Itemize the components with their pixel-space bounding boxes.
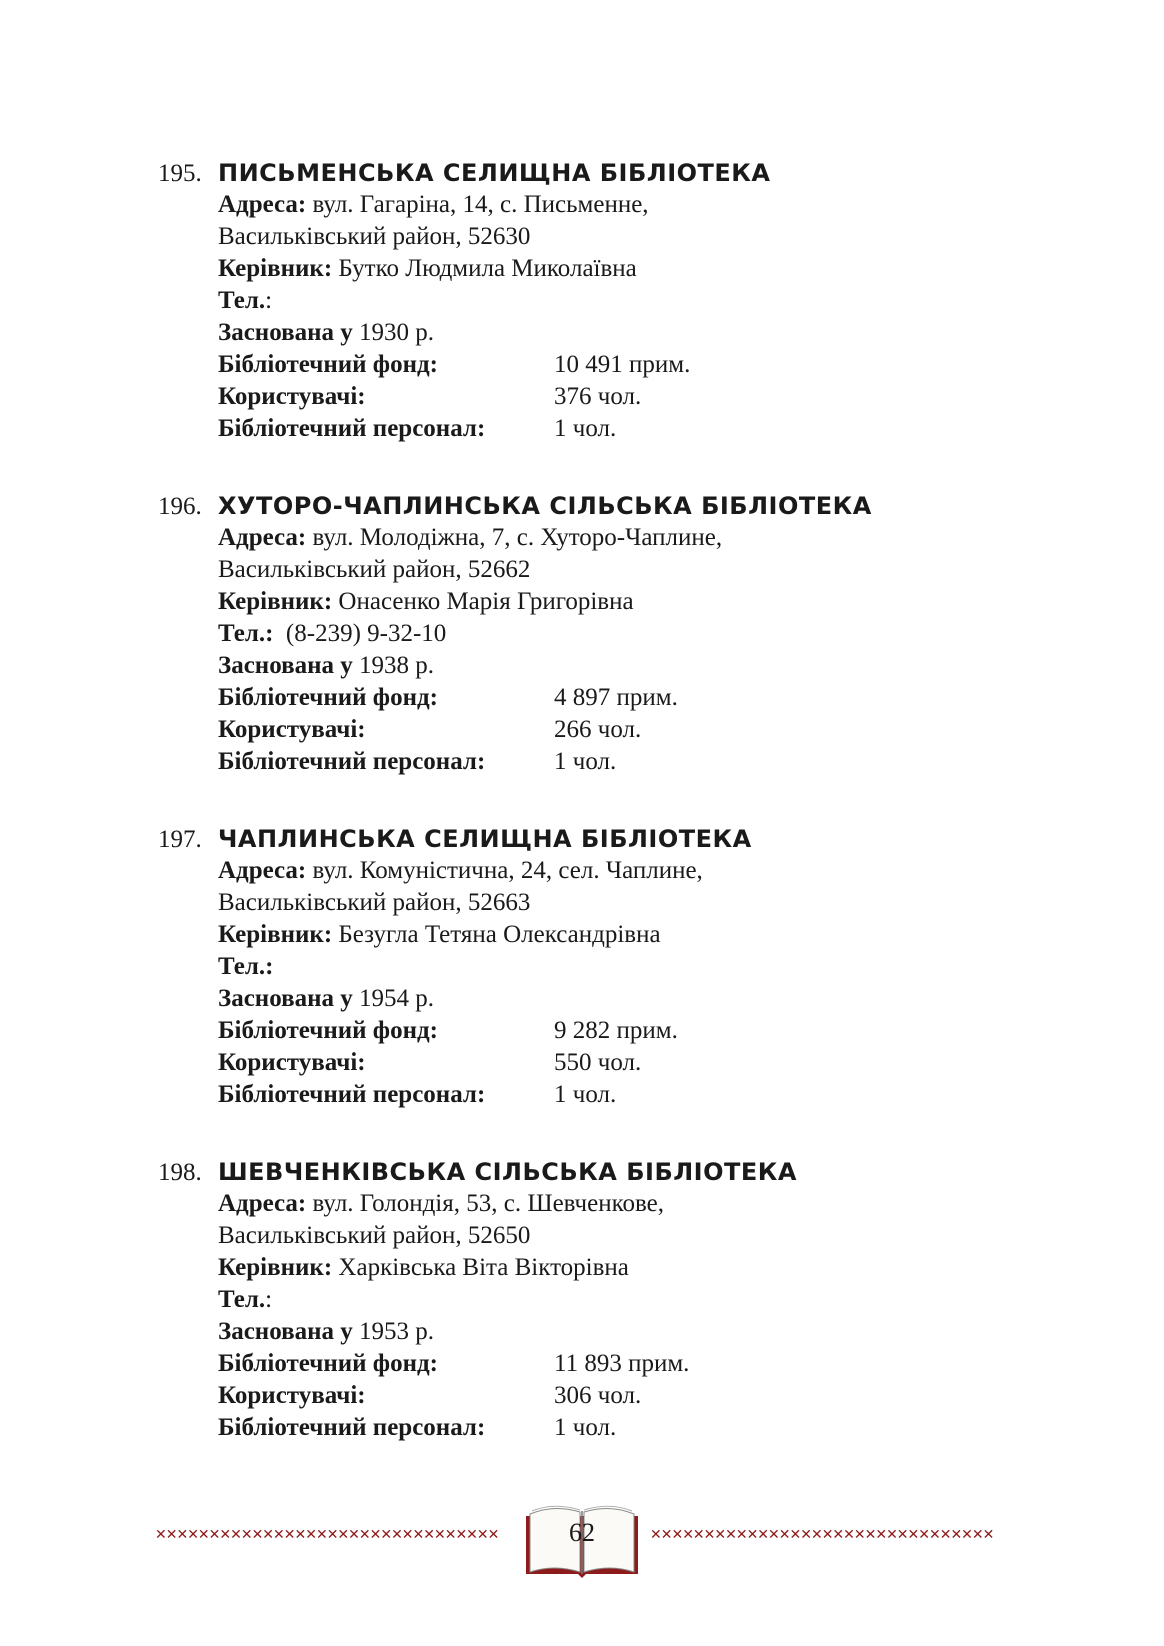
address-value: вул. Голондія, 53, с. Шевченкове, (312, 1190, 664, 1217)
users-label: Користувачі: (218, 716, 366, 743)
users-label: Користувачі: (218, 383, 366, 410)
cross-stitch-border-icon: ✕✕✕✕✕✕✕✕✕✕✕✕✕✕✕✕✕✕✕✕✕✕✕✕✕✕✕✕✕✕✕✕ (155, 1528, 499, 1542)
head-label: Керівник: (218, 921, 333, 948)
address-line (218, 1188, 1058, 1220)
head-label: Керівник: (218, 255, 333, 282)
address-line-2: Васильківський район, 52650 (218, 1222, 531, 1249)
fund-line (218, 1348, 1058, 1380)
address-value: вул. Молодіжна, 7, с. Хуторо-Чаплине, (312, 524, 723, 551)
address-line-2: Васильківський район, 52663 (218, 889, 531, 916)
fund-label: Бібліотечний фонд: (218, 684, 438, 711)
founded-label: Заснована у (218, 985, 353, 1012)
founded-label: Заснована у (218, 652, 353, 679)
users-label: Користувачі: (218, 1382, 366, 1409)
users-value: 306 чол. (554, 1382, 642, 1409)
users-line (218, 714, 1058, 746)
founded-line (218, 650, 1058, 682)
page-number: 62 (569, 1518, 595, 1547)
library-entry (158, 1156, 1058, 1444)
head-label: Керівник: (218, 1254, 333, 1281)
library-name: ПИСЬМЕНСЬКА СЕЛИЩНА БІБЛІОТЕКА (218, 159, 771, 187)
head-value: Онасенко Марія Григорівна (338, 588, 634, 615)
staff-line (218, 1079, 1058, 1111)
founded-value: 1953 р. (358, 1318, 434, 1345)
phone-line (218, 951, 1058, 983)
staff-label: Бібліотечний персонал: (218, 1414, 486, 1441)
users-line (218, 381, 1058, 413)
library-name: ШЕВЧЕНКІВСЬКА СІЛЬСЬКА БІБЛІОТЕКА (218, 1158, 797, 1186)
entry-title (158, 490, 1058, 522)
library-entry (158, 490, 1058, 778)
staff-line (218, 413, 1058, 445)
staff-value: 1 чол. (554, 415, 617, 442)
library-entry (158, 823, 1058, 1111)
fund-value: 4 897 прим. (554, 684, 678, 711)
fund-value: 10 491 прим. (554, 351, 691, 378)
users-value: 550 чол. (554, 1049, 642, 1076)
phone-value: : (265, 287, 273, 314)
head-value: Харківська Віта Вікторівна (338, 1254, 629, 1281)
fund-value: 11 893 прим. (554, 1350, 690, 1377)
users-value: 266 чол. (554, 716, 642, 743)
founded-value: 1930 р. (358, 319, 434, 346)
staff-line (218, 1412, 1058, 1444)
address-label: Адреса: (218, 524, 307, 551)
founded-line (218, 983, 1058, 1015)
entry-title (158, 1156, 1058, 1188)
fund-line (218, 1015, 1058, 1047)
staff-line (218, 746, 1058, 778)
address-line (218, 522, 1058, 554)
founded-label: Заснована у (218, 319, 353, 346)
head-line (218, 1252, 1058, 1284)
head-line (218, 919, 1058, 951)
address-value: вул. Комуністична, 24, сел. Чаплине, (312, 857, 703, 884)
fund-line (218, 682, 1058, 714)
users-value: 376 чол. (554, 383, 642, 410)
users-line (218, 1380, 1058, 1412)
entry-number: 198. (158, 1159, 202, 1186)
address-line (218, 189, 1058, 221)
fund-label: Бібліотечний фонд: (218, 1350, 438, 1377)
library-name: ЧАПЛИНСЬКА СЕЛИЩНА БІБЛІОТЕКА (218, 825, 752, 853)
users-label: Користувачі: (218, 1049, 366, 1076)
phone-label: Тел.: (218, 620, 274, 647)
entry-title (158, 823, 1058, 855)
cross-stitch-border-icon: ✕✕✕✕✕✕✕✕✕✕✕✕✕✕✕✕✕✕✕✕✕✕✕✕✕✕✕✕✕✕✕✕ (650, 1528, 994, 1542)
address-label: Адреса: (218, 1190, 307, 1217)
address-label: Адреса: (218, 191, 307, 218)
phone-label: Тел. (218, 287, 266, 314)
head-line (218, 253, 1058, 285)
founded-value: 1938 р. (358, 652, 434, 679)
staff-label: Бібліотечний персонал: (218, 1081, 486, 1108)
staff-label: Бібліотечний персонал: (218, 415, 486, 442)
phone-line (218, 618, 1058, 650)
entry-number: 195. (158, 160, 202, 187)
address-line (218, 855, 1058, 887)
staff-value: 1 чол. (554, 748, 617, 775)
founded-value: 1954 р. (358, 985, 434, 1012)
address-line-2: Васильківський район, 52630 (218, 223, 531, 250)
phone-line (218, 1284, 1058, 1316)
phone-line (218, 285, 1058, 317)
head-value: Безугла Тетяна Олександрівна (338, 921, 661, 948)
fund-value: 9 282 прим. (554, 1017, 678, 1044)
founded-line (218, 1316, 1058, 1348)
phone-label: Тел. (218, 1286, 266, 1313)
phone-value: : (265, 1286, 273, 1313)
users-line (218, 1047, 1058, 1079)
library-entry (158, 157, 1058, 445)
staff-value: 1 чол. (554, 1081, 617, 1108)
library-name: ХУТОРО-ЧАПЛИНСЬКА СІЛЬСЬКА БІБЛІОТЕКА (218, 492, 872, 520)
head-value: Бутко Людмила Миколаївна (338, 255, 637, 282)
entry-title (158, 157, 1058, 189)
founded-line (218, 317, 1058, 349)
fund-label: Бібліотечний фонд: (218, 351, 438, 378)
entry-number: 196. (158, 493, 202, 520)
fund-line (218, 349, 1058, 381)
founded-label: Заснована у (218, 1318, 353, 1345)
address-label: Адреса: (218, 857, 307, 884)
fund-label: Бібліотечний фонд: (218, 1017, 438, 1044)
address-line-2: Васильківський район, 52662 (218, 556, 531, 583)
phone-label: Тел.: (218, 953, 274, 980)
head-line (218, 586, 1058, 618)
staff-value: 1 чол. (554, 1414, 617, 1441)
staff-label: Бібліотечний персонал: (218, 748, 486, 775)
entry-number: 197. (158, 826, 202, 853)
address-value: вул. Гагаріна, 14, с. Письменне, (312, 191, 649, 218)
phone-value: (8-239) 9-32-10 (285, 620, 447, 647)
page-footer (0, 1500, 1164, 1590)
head-label: Керівник: (218, 588, 333, 615)
